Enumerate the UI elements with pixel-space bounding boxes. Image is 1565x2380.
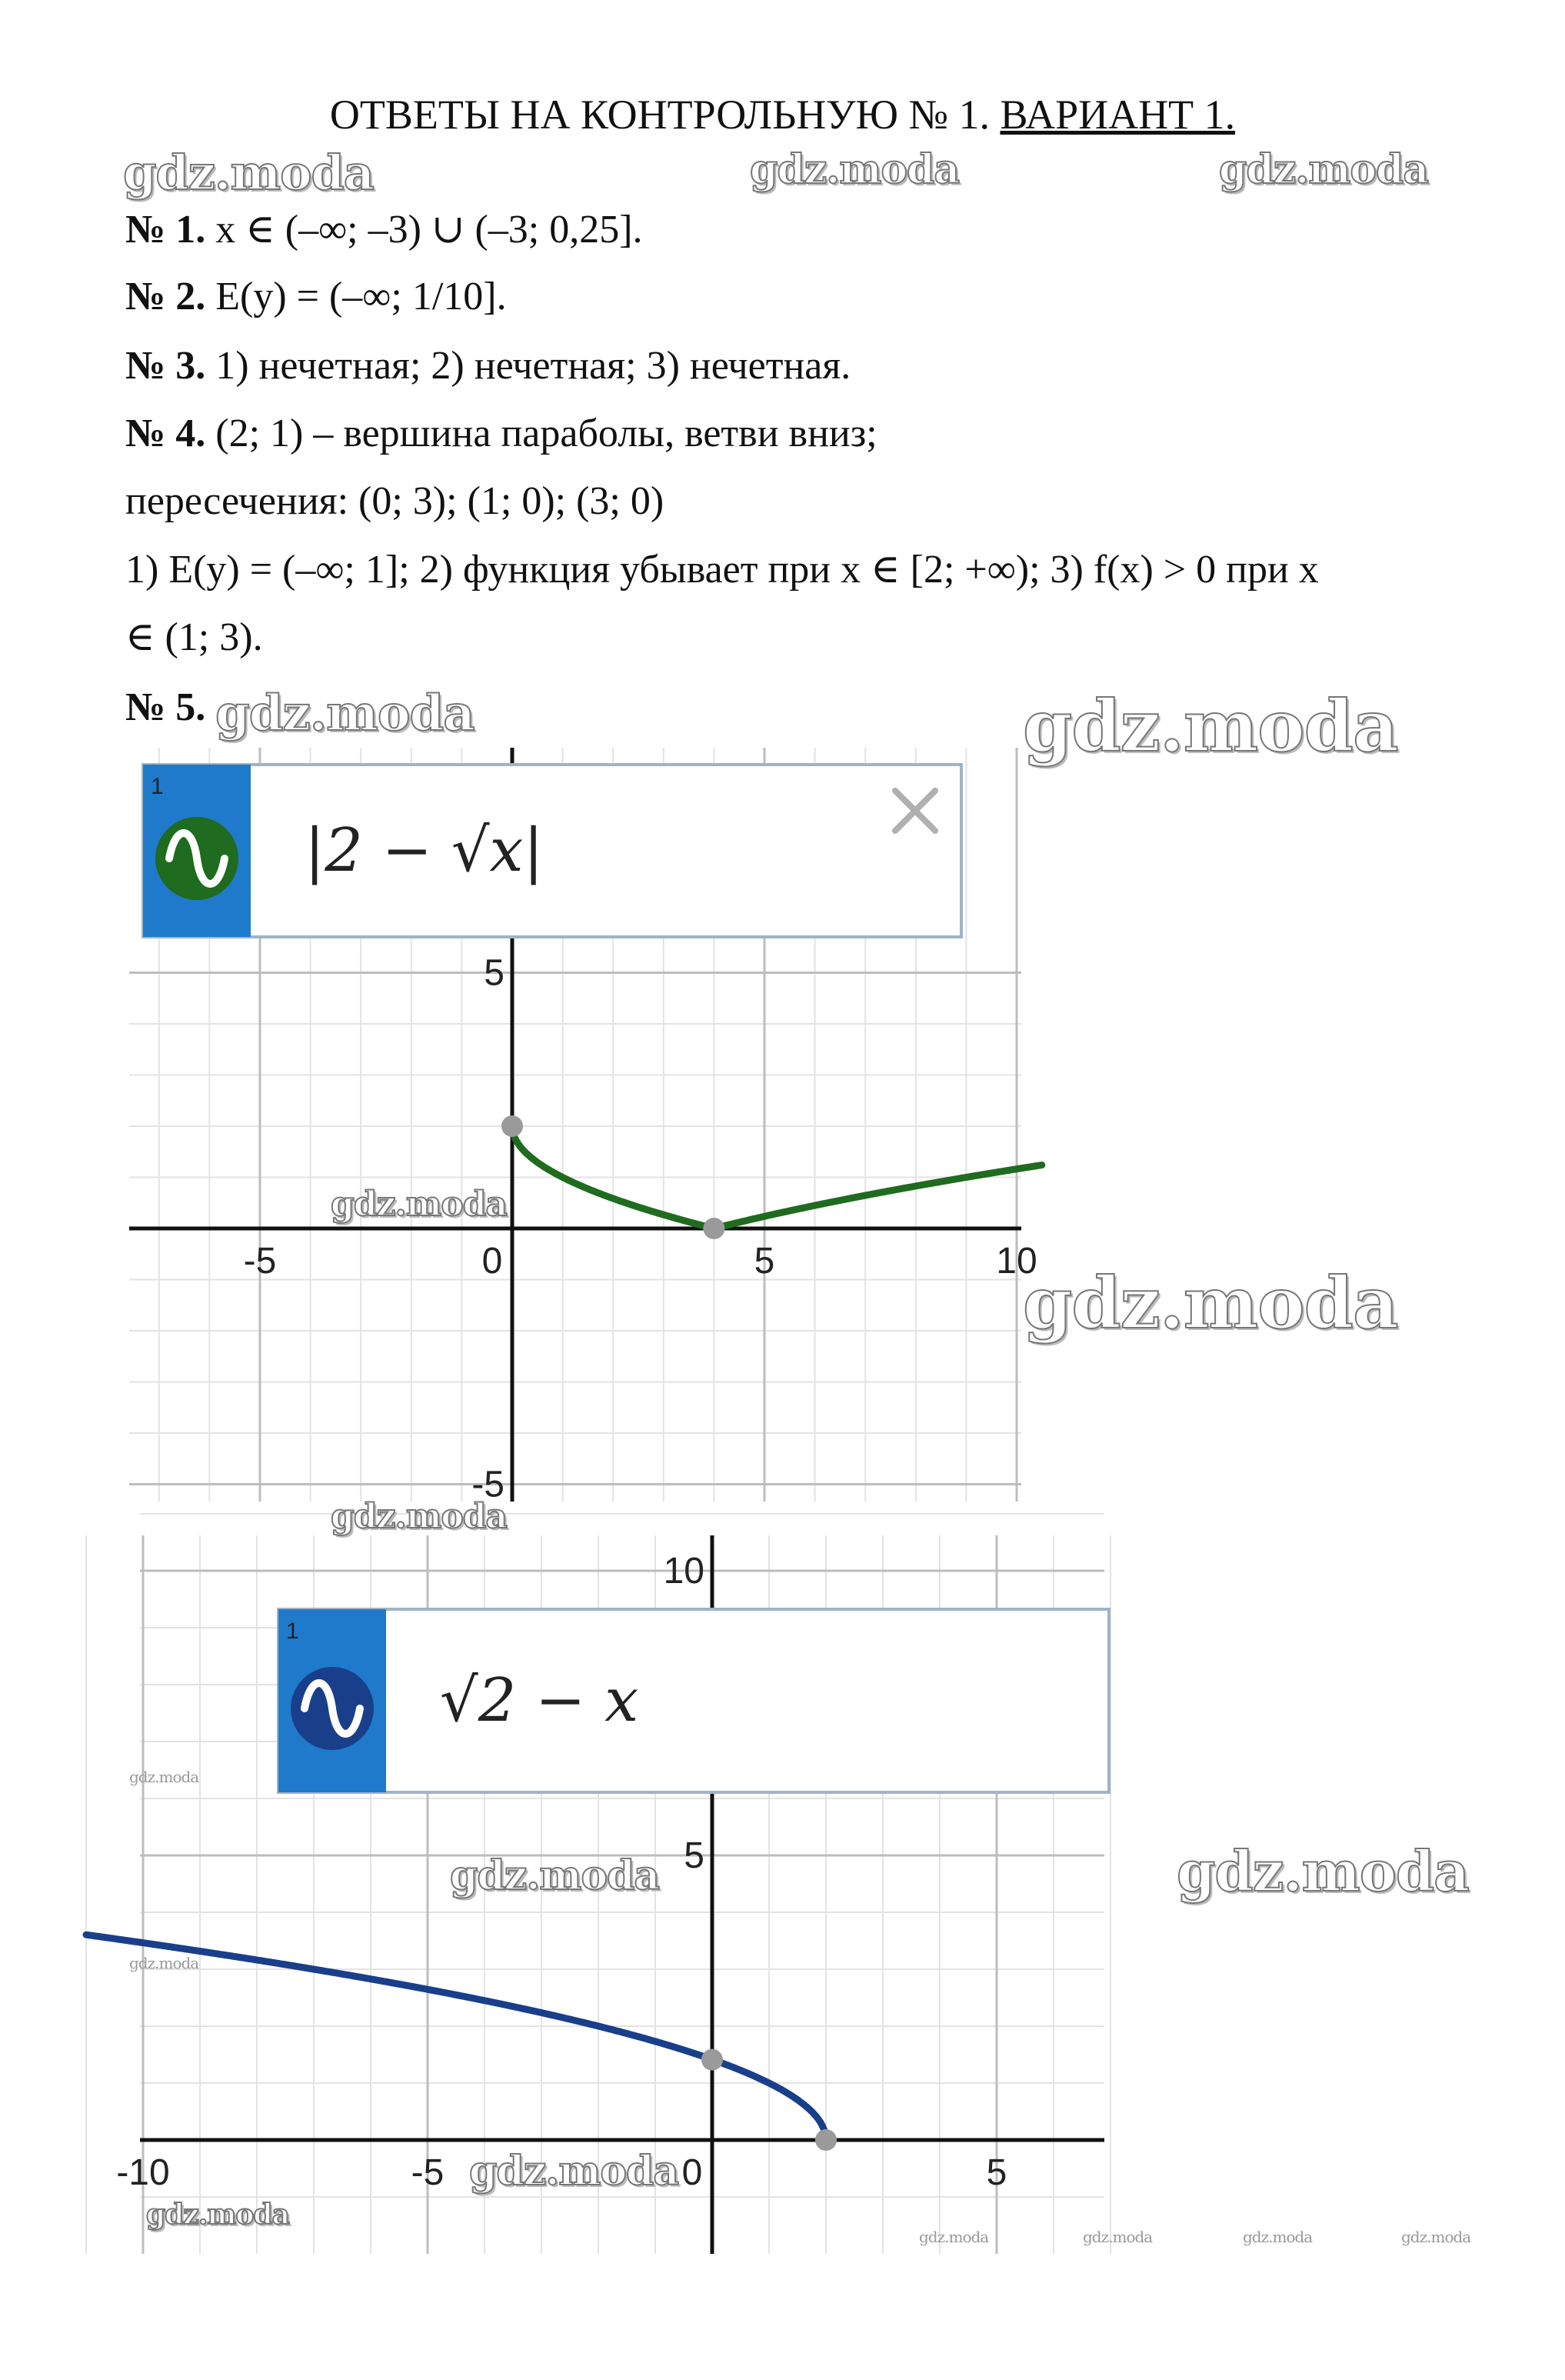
x-tick-label: -10 (116, 2152, 170, 2193)
answer-1-text: x ∈ (–∞; –3) ∪ (–3; 0,25]. (205, 208, 643, 252)
watermark-10: gdz.moda (1177, 1838, 1469, 1904)
answer-4 (125, 411, 877, 456)
answer-5-label (125, 685, 205, 730)
answer-2 (125, 274, 507, 319)
watermark-11: gdz.moda (469, 2148, 679, 2195)
expression-panel (278, 1609, 1109, 1792)
graph-1-canvas (129, 748, 1037, 1505)
graph-abs-2-minus-sqrt-x (129, 748, 1037, 1505)
point-marker (815, 2129, 837, 2151)
answer-2-text: E(y) = (–∞; 1/10]. (205, 275, 507, 318)
answer-3-number: № 3. (125, 344, 206, 388)
title-variant: ВАРИАНТ 1. (1000, 92, 1236, 138)
answer-4-intersections: пересечения: (0; 3); (1; 0); (3; 0) (125, 479, 664, 523)
expression-panel-box (143, 765, 961, 937)
expression-panel-box (278, 1609, 1109, 1792)
watermark-6: gdz.moda (331, 1185, 508, 1224)
page-title (0, 91, 1565, 138)
expression-index: 1 (286, 1618, 299, 1644)
answer-4-number: № 4. (125, 412, 206, 455)
y-tick-label: 10 (663, 1551, 704, 1592)
watermark-16: gdz.moda (1083, 2228, 1153, 2246)
watermark-13: gdz.moda (129, 1768, 199, 1786)
watermark-8: gdz.moda (331, 1497, 508, 1536)
watermark-4: gdz.moda (215, 685, 474, 742)
watermark-5: gdz.moda (1023, 685, 1398, 768)
point-marker (701, 2049, 723, 2071)
y-tick-label: 5 (484, 952, 504, 994)
watermark-17: gdz.moda (1243, 2228, 1313, 2246)
watermark-7: gdz.moda (1023, 1262, 1398, 1345)
point-marker (501, 1115, 523, 1137)
expression-panel (143, 765, 961, 937)
expression-index: 1 (151, 774, 164, 799)
x-tick-label: 10 (996, 1241, 1037, 1282)
answer-3 (125, 343, 851, 388)
watermark-14: gdz.moda (129, 1954, 199, 1972)
answer-2-number: № 2. (125, 275, 206, 318)
x-tick-label: -5 (243, 1241, 277, 1282)
x-tick-label: 0 (481, 1241, 503, 1282)
x-tick-label: 0 (681, 2152, 703, 2193)
watermark-1: gdz.moda (123, 145, 374, 201)
answer-4-properties: 1) E(y) = (–∞; 1]; 2) функция убывает при x ∈ [2; +∞); 3) f(x) > 0 при x (125, 548, 1319, 592)
answer-3-text: 1) нечетная; 2) нечетная; 3) нечетная. (205, 344, 851, 388)
y-tick-label: -5 (471, 1464, 504, 1505)
expression-text: |2 − √x| (305, 816, 544, 885)
watermark-3: gdz.moda (1219, 146, 1429, 193)
y-tick-label: 5 (684, 1835, 704, 1876)
title-text: ОТВЕТЫ НА КОНТРОЛЬНУЮ № 1. (329, 92, 1001, 138)
watermark-18: gdz.moda (1401, 2228, 1471, 2246)
watermark-9: gdz.moda (450, 1852, 660, 1899)
answer-5-number: № 5. (125, 685, 206, 729)
answer-1 (125, 206, 643, 252)
x-tick-label: 5 (986, 2152, 1007, 2193)
answer-4-text: (2; 1) – вершина параболы, ветви вниз; (205, 412, 877, 455)
answer-1-number: № 1. (125, 208, 206, 252)
x-tick-label: 5 (754, 1241, 775, 1282)
x-tick-label: -5 (411, 2152, 445, 2193)
expression-text: √2 − x (440, 1666, 639, 1735)
point-marker (703, 1218, 724, 1239)
watermark-2: gdz.moda (750, 146, 960, 193)
answer-4-properties-cont: ∈ (1; 3). (125, 615, 263, 659)
watermark-12: gdz.moda (146, 2198, 289, 2231)
watermark-15: gdz.moda (919, 2228, 989, 2246)
